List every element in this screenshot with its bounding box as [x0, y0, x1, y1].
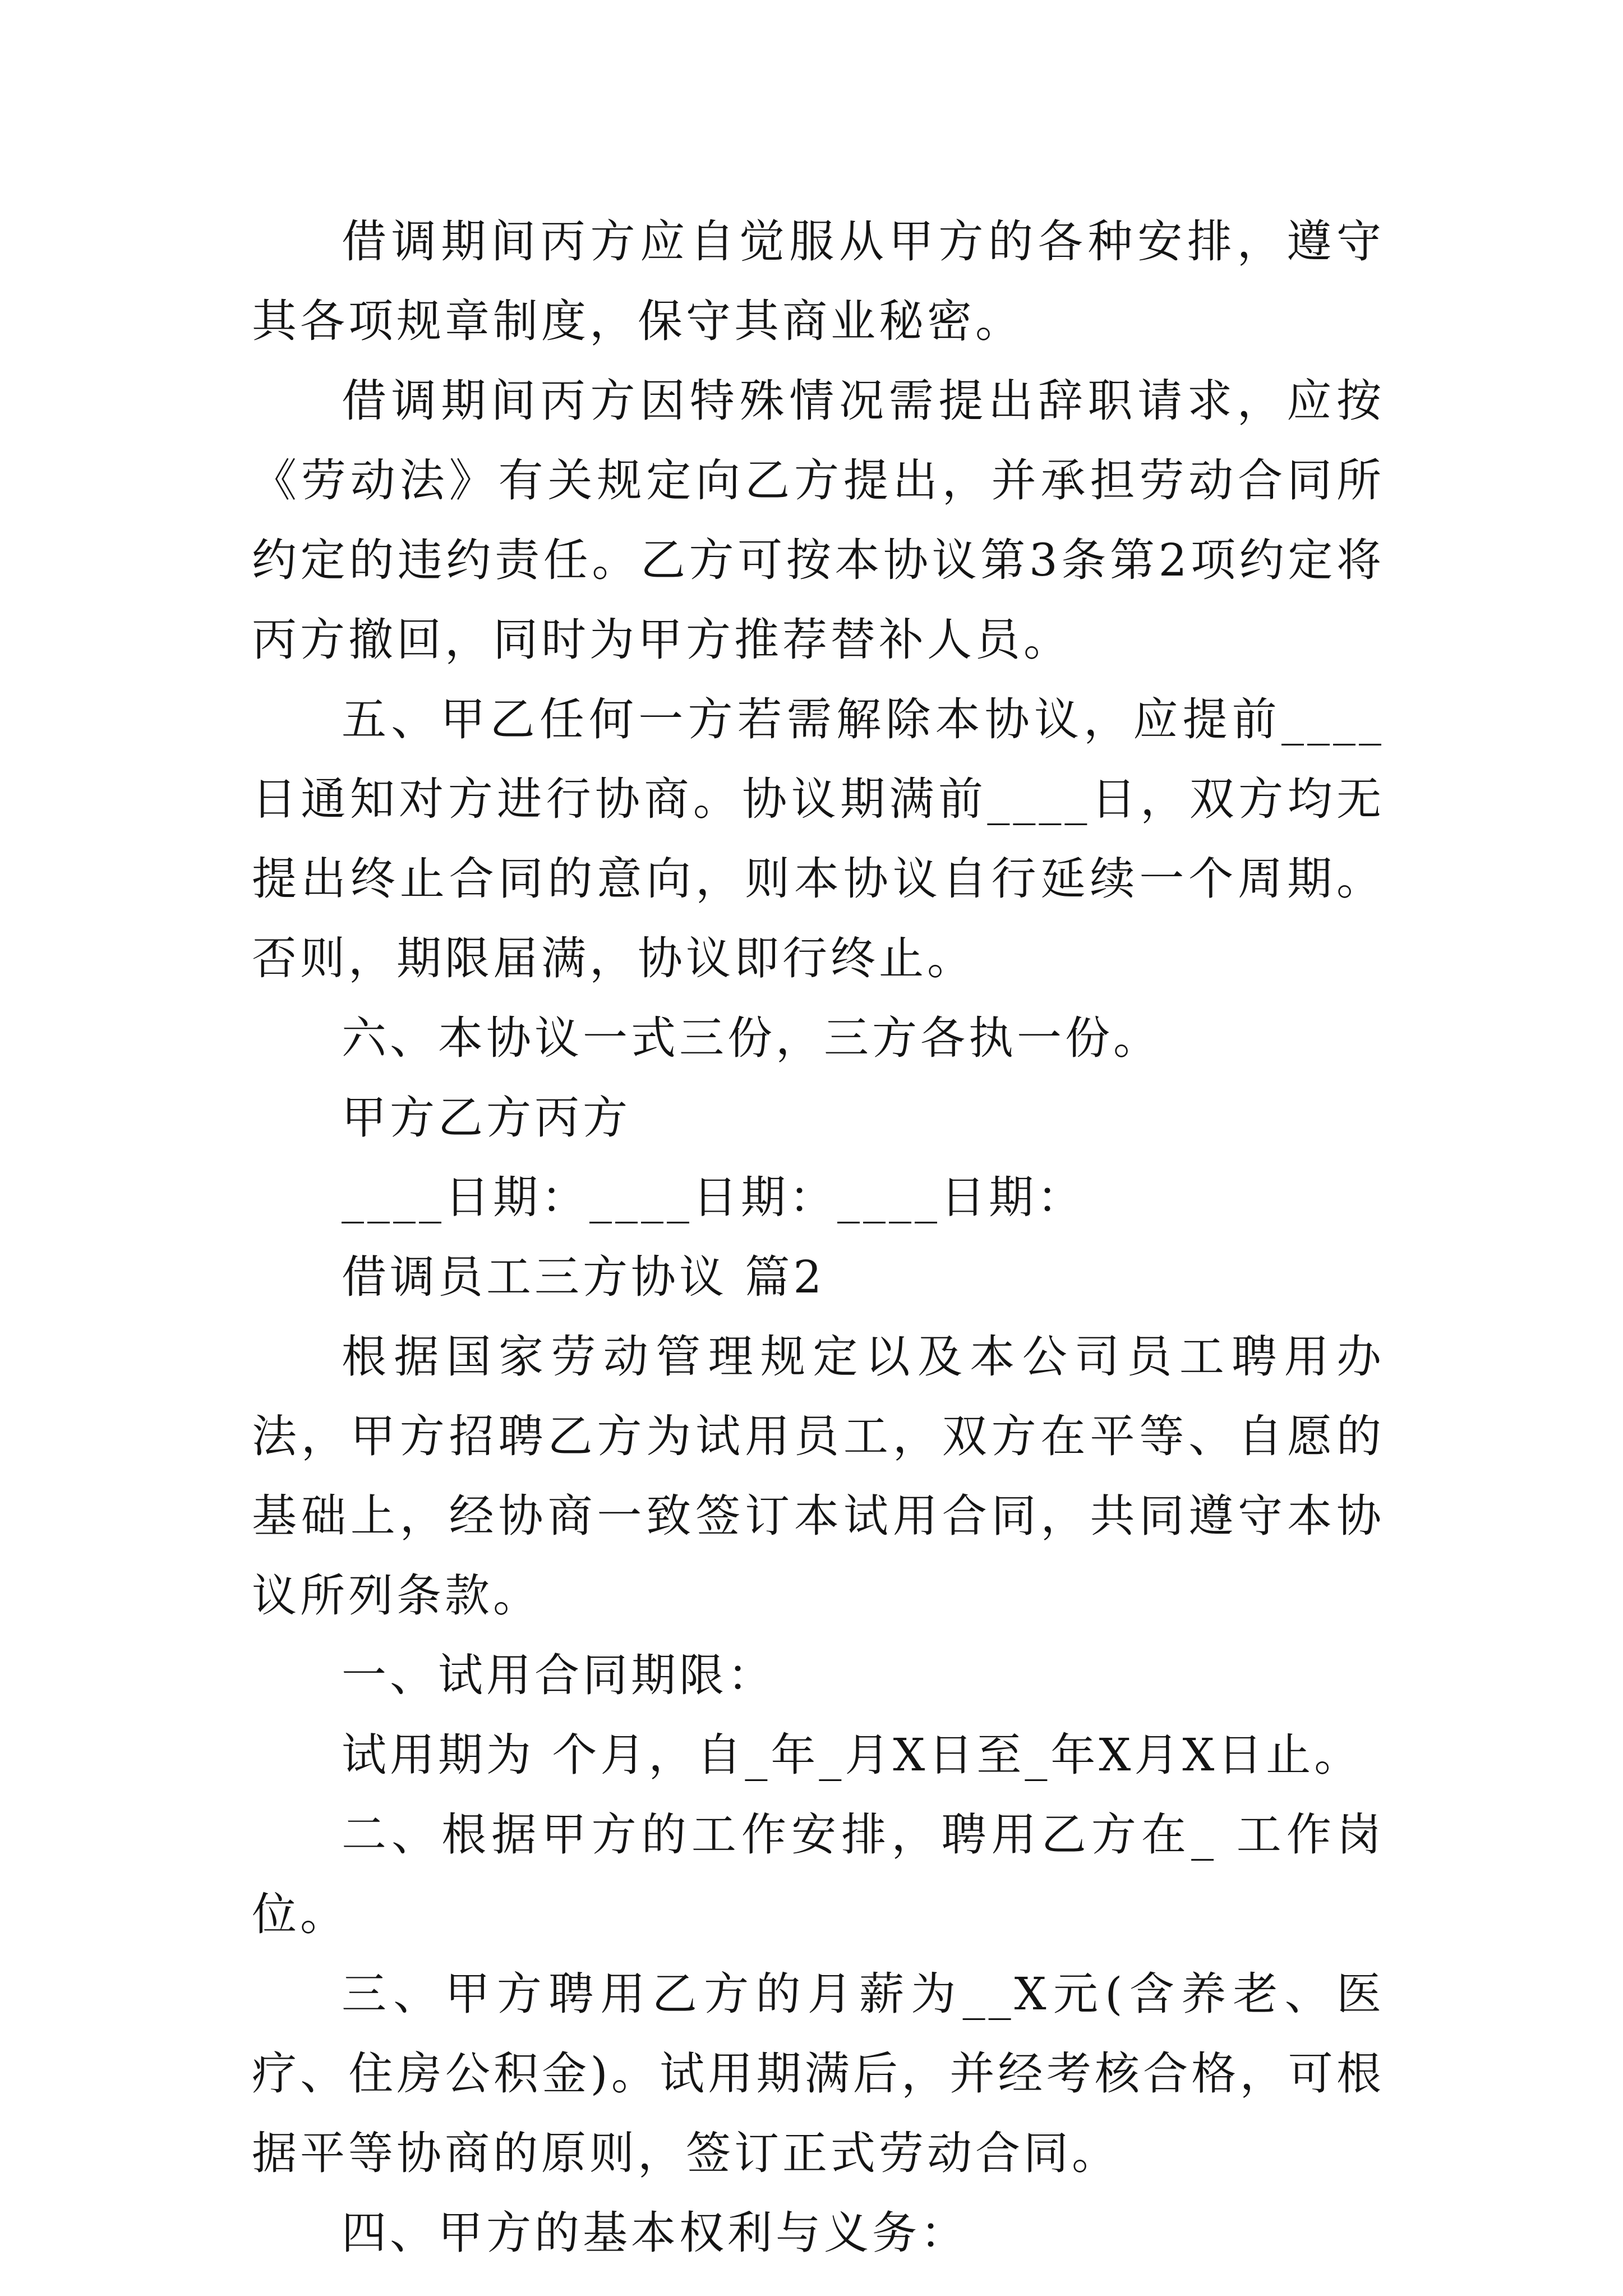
- paragraph-clause-1: 一、试用合同期限：: [342, 1649, 776, 1701]
- paragraph-clause-3: 三、甲方聘用乙方的月薪为__X元(含养老、医疗、住房公积金)。试用期满后，并经考核合格，可根据平等协商的原则，签订正式劳动合同。: [252, 1968, 1385, 2179]
- document-body: [252, 202, 1385, 2273]
- paragraph-preamble: 根据国家劳动管理规定以及本公司员工聘用办法，甲方招聘乙方为试用员工，双方在平等、自愿的基础上，经协商一致签订本试用合同，共同遵守本协议所列条款。: [252, 1331, 1385, 1622]
- paragraph-parties: 甲方乙方丙方: [342, 1092, 631, 1144]
- paragraph-secondment-obedience: 借调期间丙方应自觉服从甲方的各种安排，遵守其各项规章制度，保守其商业秘密。: [252, 215, 1385, 347]
- paragraph-resignation: 借调期间丙方因特殊情况需提出辞职请求，应按《劳动法》有关规定向乙方提出，并承担劳动合同所约定的违约责任。乙方可按本协议第3条第2项约定将丙方撤回，同时为甲方推荐替补人员。: [252, 375, 1385, 666]
- section-heading: 借调员工三方协议 篇2: [342, 1251, 826, 1303]
- paragraph-trial-period: 试用期为 个月，自_年_月X日至_年X月X日止。: [342, 1729, 1363, 1781]
- paragraph-clause-6: 六、本协议一式三份，三方各执一份。: [342, 1012, 1161, 1064]
- paragraph-clause-2: 二、根据甲方的工作安排，聘用乙方在_ 工作岗位。: [252, 1809, 1385, 1940]
- paragraph-clause-5: 五、甲乙任何一方若需解除本协议，应提前____日通知对方进行协商。协议期满前____日，双方均无提出终止合同的意向，则本协议自行延续一个周期。否则，期限届满，协议即行终止。: [252, 693, 1385, 984]
- paragraph-clause-4: 四、甲方的基本权利与义务：: [342, 2207, 969, 2259]
- paragraph-signature-dates: ____日期：____日期：____日期：: [342, 1171, 1085, 1223]
